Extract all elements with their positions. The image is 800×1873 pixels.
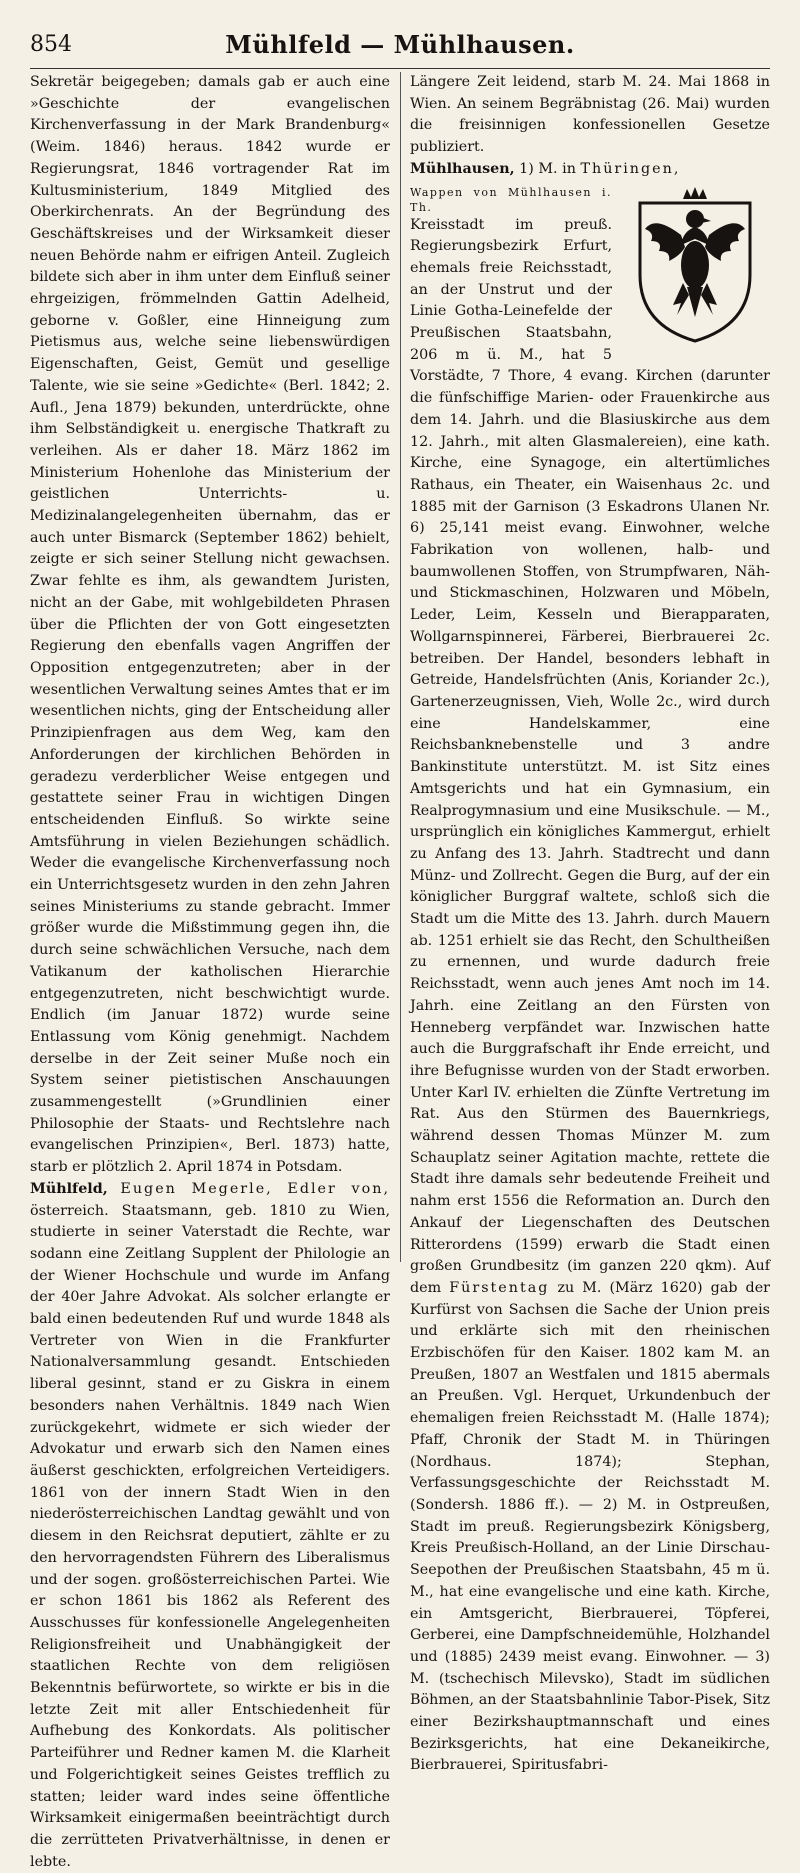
right-column [410,72,770,1774]
entry-text-continued: zu M. (März 1620) gab der Kurfürst von Sachsen die Sache der Union preis und erklärte sich mit den rheinischen Erzbischöfen für den Kaiser. 1802 kam M. an Preußen, 1807 an Westfalen und 1815 abermals an Preußen. Vgl. Herquet, Urkundenbuch der ehemaligen freien Reichsstadt M. (Halle 1874); Pfaff, Chronik der Stadt M. in Thüringen (Nordhaus. 1874); Stephan, Verfassungsgeschichte der Reichsstadt M. (Sondersh. 1886 ff.). — 2) M. in Ostpreußen, Stadt im preuß. Regierungsbezirk Königsberg, Kreis Preußisch-Holland, an der Linie Dirschau-Seepothen der Preußischen Staatsbahn, 45 m ü. M., hat eine evangelische und eine kath. Kirche, ein Amtsgericht, Bierbrauerei, Töpferei, Gerberei, eine Dampfschneidemühle, Holzhandel und (1885) 2439 meist evang. Einwohner. — 3) M. (tschechisch Milevsko), Stadt im südlichen Böhmen, an der Staatsbahnlinie Tabor-Pisek, Sitz einer Bezirkshauptmannschaft und eines Bezirksgerichts, hat eine Dekaneikirche, Bierbrauerei, Spiritusfabri- [410,1279,770,1774]
figure-caption: Wappen von Mühlhausen i. Th. [410,185,612,214]
left-column [30,72,390,1870]
column-divider [400,72,401,1262]
lemma-muehlhausen: Mühlhausen, [410,160,515,177]
place-thueringen: Thüringen, [580,160,681,177]
person-name: Eugen Megerle, Edler von, [120,1180,390,1197]
lemma-muehlfeld: Mühlfeld, [30,1180,108,1197]
entry-number: 1) M. in [519,160,576,177]
page-number: 854 [30,32,72,57]
term-fuerstentag: Fürstentag [449,1279,550,1296]
entry-muehlhausen [410,159,770,181]
entry-continuation-text: Längere Zeit leidend, starb M. 24. Mai 1868 in Wien. An seinem Begräbnistag (26. Mai) wurden die freisinnigen konfessionellen Gesetze publiziert. [410,74,770,156]
eagle-coat-of-arms-icon [625,185,765,345]
entry-continuation-text: Sekretär beigegeben; damals gab er auch eine »Geschichte der evangelischen Kirchenverfassung in der Mark Brandenburg« (Weim. 1846) heraus. 1842 wurde er Regierungsrat, 1846 vortragender Rat im Kultusministerium, 1849 Mitglied des Oberkirchenrats. An der Begründung des Geschäftskreises und der Wirksamkeit dieser neuen Behörde nahm er eifrigen Anteil. Zugleich bildete sich aber in ihm unter dem Einfluß seiner ehrgeizigen, frömmelnden Gattin Adelheid, geborne v. Goßler, eine Hinneigung zum Pietismus aus, welche seine liebenswürdigen Eigenschaften, Geist, Gemüt und gesellige Talente, wie sie seine »Gedichte« (Berl. 1842; 2. Aufl., Jena 1879) bekunden, unterdrückte, ohne ihm Selbständigkeit u. energische Thatkraft zu verleihen. Als er daher 18. März 1862 im Ministerium Hohenlohe das Ministerium der geistlichen Unterrichts- u. Medizinalangelegenheiten übernahm, das er auch unter Bismarck (September 1862) behielt, zeigte er sich seiner Stellung nicht gewachsen. Zwar fehlte es ihm, als gewandtem Juristen, nicht an der Gabe, mit wohlgebildeten Phrasen über die Pflichten der von Gott eingesetzten Regierung den ebenfalls vagen Angriffen der Opposition entgegenzutreten; aber in der wesentlichen Verwaltung seines Amtes that er im wesentlichen nichts, ging der Entscheidung aller Prinzipienfragen aus dem Weg, kam den Anforderungen der kirchlichen Behörden in geradezu verderblicher Weise entgegen und gestattete seiner Frau in wichtigen Dingen entscheidenden Einfluß. So wirkte seine Amtsführung in vielen Beziehungen schädlich. Weder die evangelische Kirchenverfassung noch ein Unterrichtsgesetz wurden in den zehn Jahren seines Ministeriums zu stande gebracht. Immer größer wurde die Mißstimmung gegen ihn, die durch seine schwächlichen Versuche, nach dem Vatikanum der katholischen Hierarchie entgegenzutreten, nicht beschwichtigt wurde. Endlich (im Januar 1872) wurde seine Entlassung vom König genehmigt. Nachdem derselbe in der Zeit seiner Muße noch ein System seiner pietistischen Anschauungen zusammengestellt (»Grundlinien einer Philosophie der Staats- und Rechtslehre nach evangelischen Prinzipien«, Berl. 1873) hatte, starb er plötzlich 2. April 1874 in Potsdam. [30,74,390,1176]
entry-text: Kreisstadt im preuß. Regierungsbezirk Erfurt, ehemals freie Reichsstadt, an der Unstrut und der Linie Gotha-Leinefelde der Preußischen Staatsbahn, 206 m ü. M., hat 5 Vorstädte, 7 Thore, 4 evang. Kirchen (darunter die fünfschiffige Marien- oder Frauenkirche aus dem 14. Jahrh. und die Blasiuskirche aus dem 12. Jahrh., mit alten Glasmalereien), eine kath. Kirche, eine Synagoge, ein altertümliches Rathaus, ein Theater, ein Waisenhaus 2c. und 1885 mit der Garnison (3 Eskadrons Ulanen Nr. 6) 25,141 meist evang. Einwohner, welche Fabrikation von wollenen, halb- und baumwollenen Stoffen, von Strumpfwaren, Näh- und Stickmaschinen, Holzwaren und Möbeln, Leder, Leim, Kesseln und Bierapparaten, Wollgarnspinnerei, Färberei, Bierbrauerei 2c. betreiben. Der Handel, besonders lebhaft in Getreide, Handelsfrüchten (Anis, Koriander 2c.), Gartenerzeugnissen, Vieh, Wolle 2c., wird durch eine Handelskammer, eine Reichsbanknebenstelle und 3 andre Bankinstitute unterstützt. M. ist Sitz eines Amtsgerichts und hat ein Gymnasium, ein Realprogymnasium und eine Musikschule. — M., ursprünglich ein königliches Kammergut, erhielt zu Anfang des 13. Jahrh. Stadtrecht und dann Münz- und Zollrecht. Gegen die Burg, auf der ein königlicher Burggraf waltete, schloß sich die Stadt um die Mitte des 13. Jahrh. durch Mauern ab. 1251 erhielt sie das Recht, den Schultheißen zu ernennen, und wurde dadurch freie Reichsstadt, wenn auch jenes Amt noch im 14. Jahrh. eine Zeitlang an den Fürsten von Henneberg verpfändet war. Inzwischen hatte auch die Burggrafschaft ihr Ende erreicht, und ihre Befugnisse wurden von der Stadt erworben. Unter Karl IV. erhielten die Zünfte Vertretung im Rat. Aus den Stürmen des Bauernkriegs, während dessen Thomas Münzer M. zum Schauplatz seiner Agitation machte, rettete die Stadt ihre damals sehr bedeutende Freiheit und nahm erst 1556 die Reformation an. Durch den Ankauf der Liegenschaften des Deutschen Ritterordens (1599) erwarb die Stadt einen großen Grundbesitz (im ganzen 220 qkm). Auf dem [410,216,770,1296]
coat-of-arms-figure [620,185,770,345]
page-header [30,28,770,69]
running-title: Mühlfeld — Mühlhausen. [225,30,575,59]
entry-muehlfeld [30,1179,390,1873]
entry-text: österreich. Staatsmann, geb. 1810 zu Wien, studierte in seiner Vaterstadt die Rechte, war sodann eine Zeitlang Supplent der Philologie an der Wiener Hochschule und wurde im Anfang der 40er Jahre Advokat. Als solcher erlangte er bald einen bedeutenden Ruf und wurde 1848 als Vertreter von Wien in die Frankfurter Nationalversammlung gesandt. Entschieden liberal gesinnt, stand er zu Giskra in einem besonders nahen Verhältnis. 1849 nach Wien zurückgekehrt, widmete er sich wieder der Advokatur und erwarb sich den Namen eines äußerst geschickten, erfolgreichen Verteidigers. 1861 von der innern Stadt Wien in den niederösterreichischen Landtag gewählt und von diesem in den Reichsrat deputiert, zählte er zu den hervorragendsten Führern des Liberalismus und der sogen. großösterreichischen Partei. Wie er schon 1861 bis 1862 als Referent des Ausschusses für konfessionelle Angelegenheiten Religionsfreiheit und Unabhängigkeit der staatlichen Rechte von dem religiösen Bekenntnis befürwortete, so wirkte er bis in die letzte Zeit mit aller Entschiedenheit für Aufhebung des Konkordats. Als politischer Parteiführer und Redner kamen M. die Klarheit und Folgerichtigkeit seines Geistes trefflich zu statten; leider ward indes seine öffentliche Wirksamkeit einigermaßen beeinträchtigt durch die zerrütteten Privatverhältnisse, in denen er lebte. [30,1202,390,1870]
